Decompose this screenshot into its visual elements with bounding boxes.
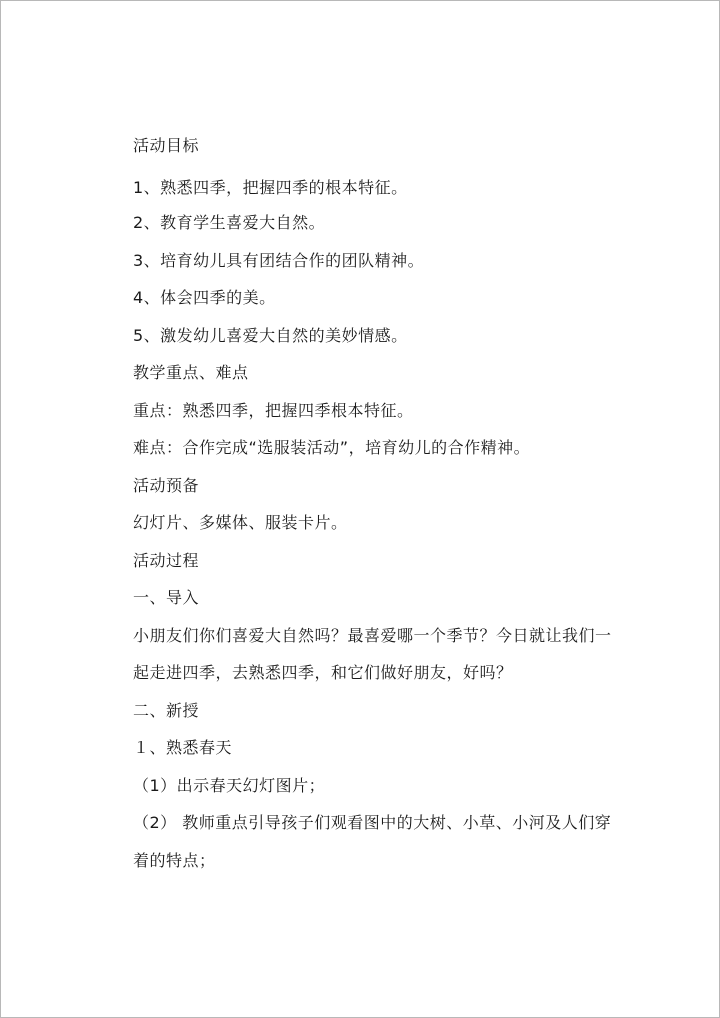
goal-item-4: 4、体会四季的美。	[133, 288, 276, 307]
step-2-text-line-2: 着的特点；	[133, 851, 216, 870]
subsection-spring: １、熟悉春天	[133, 738, 233, 757]
key-point-text: 重点：熟悉四季，把握四季根本特征。	[133, 401, 414, 420]
goal-item-3: 3、培育幼儿具有团结合作的团队精神。	[133, 251, 425, 270]
section-introduction: 一、导入	[133, 588, 200, 607]
goal-item-2: 2、教育学生喜爱大自然。	[133, 213, 326, 232]
introduction-text-line-1: 小朋友们你们喜爱大自然吗？最喜爱哪一个季节？今日就让我们一	[133, 626, 612, 645]
preparation-text: 幻灯片、多媒体、服装卡片。	[133, 513, 348, 532]
step-1-text: （1）出示春天幻灯图片；	[133, 776, 326, 795]
heading-preparation: 活动预备	[133, 476, 200, 495]
goal-item-1: 1、熟悉四季，把握四季的根本特征。	[133, 178, 408, 197]
step-2-text-line-1: （2） 教师重点引导孩子们观看图中的大树、小草、小河及人们穿	[133, 813, 612, 832]
document-body	[1, 1, 719, 1017]
heading-activity-goals: 活动目标	[133, 136, 200, 155]
goal-item-5: 5、激发幼儿喜爱大自然的美妙情感。	[133, 326, 408, 345]
introduction-text-line-2: 起走进四季，去熟悉四季，和它们做好朋友，好吗？	[133, 663, 513, 682]
section-new-lesson: 二、新授	[133, 701, 200, 720]
heading-key-points: 教学重点、难点	[133, 363, 249, 382]
heading-process: 活动过程	[133, 551, 200, 570]
difficult-point-text: 难点：合作完成“选服装活动”，培育幼儿的合作精神。	[133, 438, 531, 457]
